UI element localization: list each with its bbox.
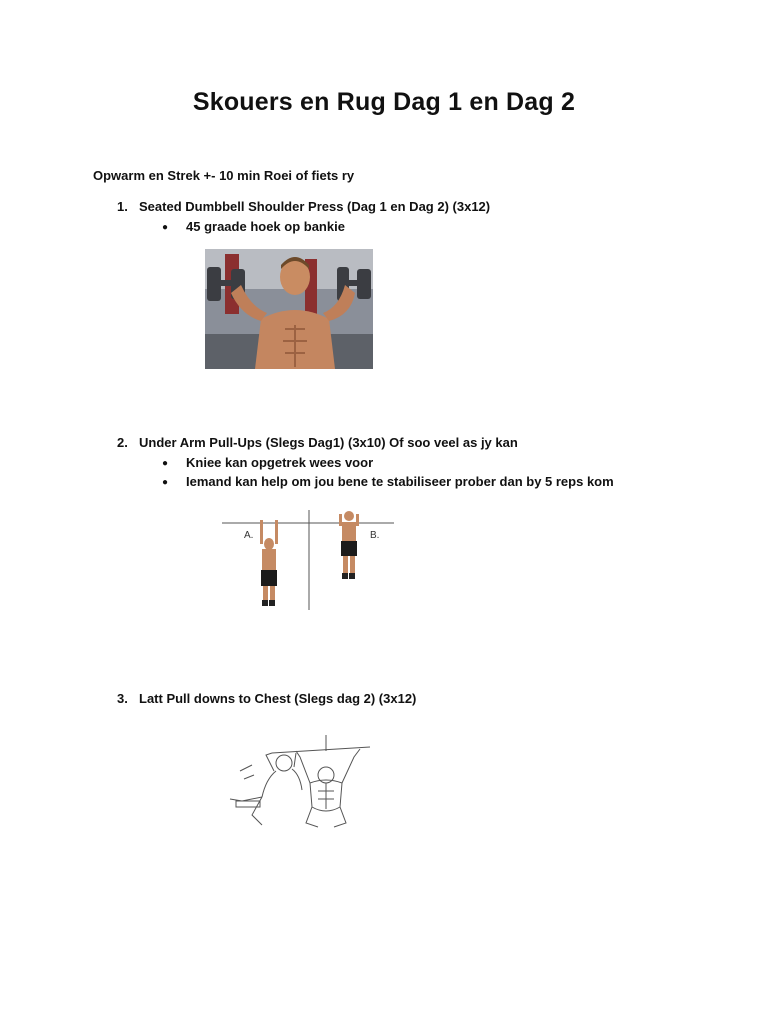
lat-pulldown-figure bbox=[222, 735, 372, 830]
exercise-2-heading bbox=[117, 435, 518, 450]
exercise-label: Seated Dumbbell Shoulder Press (Dag 1 en Dag 2) (3x12) bbox=[139, 199, 491, 214]
bullet-text: Iemand kan help om jou bene te stabiliseer prober dan by 5 reps kom bbox=[186, 474, 614, 489]
lat-pulldown-illustration bbox=[222, 735, 372, 830]
figure-label-b: B. bbox=[370, 530, 380, 541]
exercise-3-heading bbox=[117, 691, 416, 706]
bullet-dot-icon: ● bbox=[162, 477, 169, 488]
bullet-text: 45 graade hoek op bankie bbox=[186, 219, 345, 234]
bullet-dot-icon: ● bbox=[162, 458, 169, 469]
pull-up-illustration bbox=[222, 510, 394, 612]
figure-b-person bbox=[339, 511, 359, 579]
exercise-label: Latt Pull downs to Chest (Slegs dag 2) (3x12) bbox=[139, 691, 417, 706]
exercise-number: 2. bbox=[117, 435, 128, 450]
figure-label-a: A. bbox=[244, 530, 254, 541]
figure-a-person bbox=[260, 520, 278, 606]
page-title: Skouers en Rug Dag 1 en Dag 2 bbox=[192, 88, 576, 116]
exercise-label: Under Arm Pull-Ups (Slegs Dag1) (3x10) Of soo veel as jy kan bbox=[139, 435, 518, 450]
bullet-item bbox=[162, 455, 373, 470]
bullet-item bbox=[162, 219, 345, 234]
pull-up-figure bbox=[222, 510, 394, 612]
exercise-number: 1. bbox=[117, 199, 128, 214]
bullet-dot-icon: ● bbox=[162, 222, 169, 233]
warmup-line: Opwarm en Strek +- 10 min Roei of fiets ry bbox=[93, 168, 355, 183]
shoulder-press-photo bbox=[205, 249, 373, 369]
exercise-1-heading bbox=[117, 199, 490, 214]
exercise-number: 3. bbox=[117, 691, 128, 706]
shoulder-press-illustration bbox=[205, 249, 373, 369]
bullet-text: Kniee kan opgetrek wees voor bbox=[186, 455, 374, 470]
bullet-item bbox=[162, 474, 614, 489]
